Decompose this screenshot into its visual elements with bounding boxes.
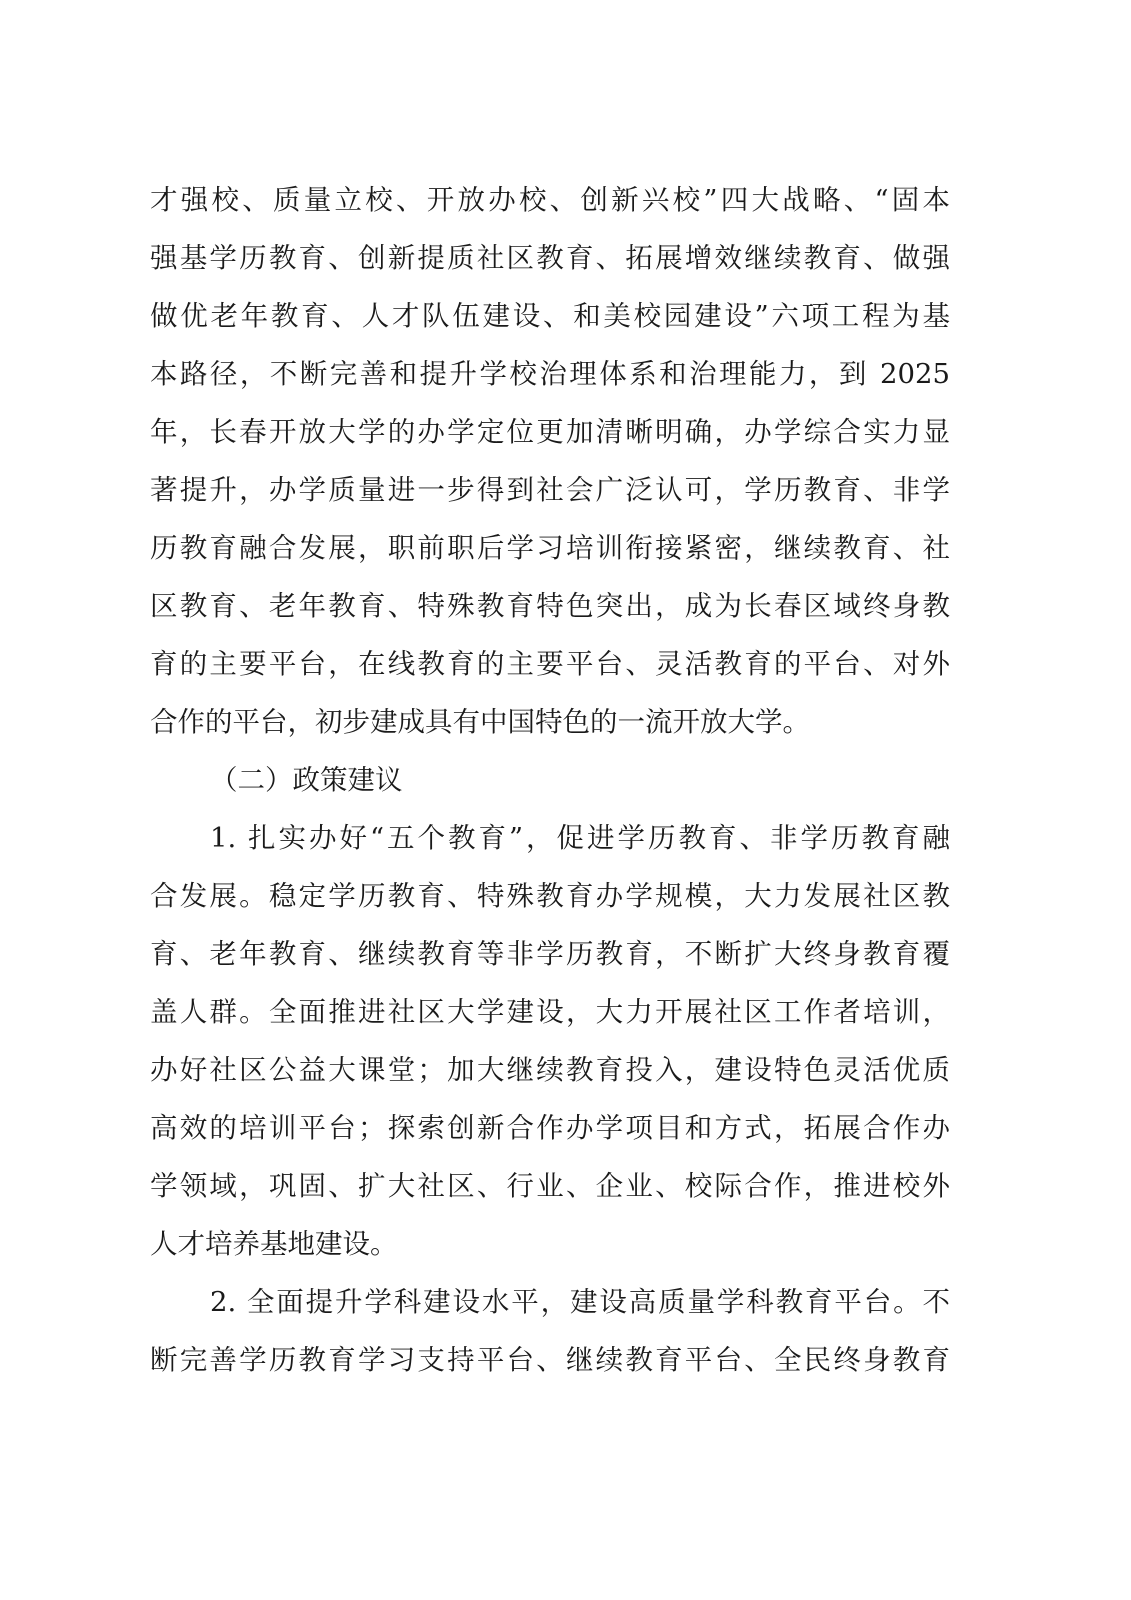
text-line: 2. 全面提升学科建设水平，建设高质量学科教育平台。不 — [210, 1286, 950, 1318]
text-line: 高效的培训平台；探索创新合作办学项目和方式，拓展合作办 — [150, 1112, 950, 1144]
text-line: 做优老年教育、人才队伍建设、和美校园建设”六项工程为基 — [150, 300, 950, 332]
text-line: 办好社区公益大课堂；加大继续教育投入，建设特色灵活优质 — [150, 1054, 950, 1086]
text-line: 学领域，巩固、扩大社区、行业、企业、校际合作，推进校外 — [150, 1170, 950, 1202]
text-line: 断完善学历教育学习支持平台、继续教育平台、全民终身教育 — [150, 1344, 950, 1376]
text-line: 著提升，办学质量进一步得到社会广泛认可，学历教育、非学 — [150, 474, 950, 506]
text-line: 盖人群。全面推进社区大学建设，大力开展社区工作者培训， — [150, 996, 950, 1028]
section-heading: （二）政策建议 — [210, 764, 403, 796]
text-line: 年，长春开放大学的办学定位更加清晰明确，办学综合实力显 — [150, 416, 950, 448]
text-line: 合作的平台，初步建成具有中国特色的一流开放大学。 — [150, 706, 810, 738]
text-line: 历教育融合发展，职前职后学习培训衔接紧密，继续教育、社 — [150, 532, 950, 564]
text-line: 强基学历教育、创新提质社区教育、拓展增效继续教育、做强 — [150, 242, 950, 274]
text-line: 本路径，不断完善和提升学校治理体系和治理能力，到 2025 — [150, 358, 950, 390]
text-line: 区教育、老年教育、特殊教育特色突出，成为长春区域终身教 — [150, 590, 950, 622]
text-line: 人才培养基地建设。 — [150, 1228, 398, 1260]
text-line: 才强校、质量立校、开放办校、创新兴校”四大战略、“固本 — [150, 184, 950, 216]
text-line: 1. 扎实办好“五个教育”，促进学历教育、非学历教育融 — [210, 822, 950, 854]
text-line: 育的主要平台，在线教育的主要平台、灵活教育的平台、对外 — [150, 648, 950, 680]
text-line: 合发展。稳定学历教育、特殊教育办学规模，大力发展社区教 — [150, 880, 950, 912]
text-line: 育、老年教育、继续教育等非学历教育，不断扩大终身教育覆 — [150, 938, 950, 970]
